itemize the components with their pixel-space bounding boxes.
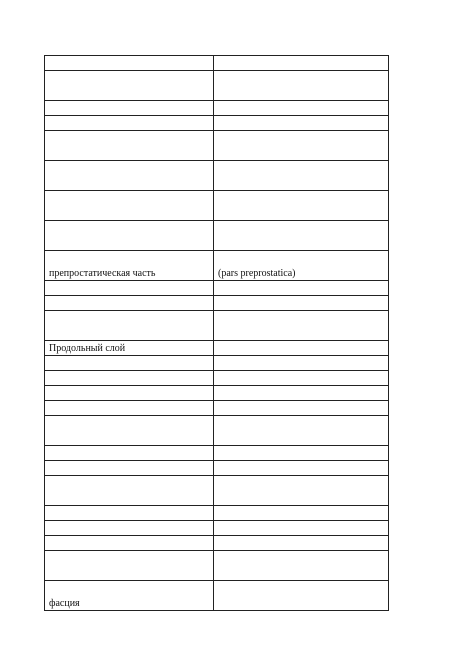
table-row	[45, 311, 389, 341]
table-row	[45, 281, 389, 296]
table-row	[45, 506, 389, 521]
cell-left	[45, 401, 214, 416]
cell-left	[45, 461, 214, 476]
table-row	[45, 221, 389, 251]
cell-left: препростатическая часть	[45, 251, 214, 281]
table-row	[45, 56, 389, 71]
table-row	[45, 551, 389, 581]
cell-right	[214, 116, 389, 131]
table-row	[45, 191, 389, 221]
cell-left	[45, 356, 214, 371]
cell-left	[45, 311, 214, 341]
cell-left	[45, 71, 214, 101]
cell-right	[214, 296, 389, 311]
cell-right	[214, 386, 389, 401]
cell-right	[214, 476, 389, 506]
table-row	[45, 476, 389, 506]
table-row	[45, 401, 389, 416]
table-row	[45, 416, 389, 446]
cell-left	[45, 221, 214, 251]
cell-right	[214, 581, 389, 611]
cell-right	[214, 506, 389, 521]
cell-left	[45, 56, 214, 71]
table-row	[45, 251, 389, 281]
table-row	[45, 461, 389, 476]
cell-right	[214, 71, 389, 101]
cell-right	[214, 551, 389, 581]
cell-left	[45, 536, 214, 551]
cell-left: фасция	[45, 581, 214, 611]
cell-right	[214, 356, 389, 371]
cell-right	[214, 221, 389, 251]
cell-right	[214, 311, 389, 341]
table-row	[45, 161, 389, 191]
cell-right	[214, 521, 389, 536]
table-row	[45, 446, 389, 461]
cell-left	[45, 506, 214, 521]
document-table	[44, 55, 389, 611]
cell-right: (pars preprostatica)	[214, 251, 389, 281]
cell-left	[45, 131, 214, 161]
cell-right	[214, 416, 389, 446]
table-row	[45, 116, 389, 131]
table-row	[45, 131, 389, 161]
table-row	[45, 71, 389, 101]
table-row	[45, 296, 389, 311]
cell-left	[45, 161, 214, 191]
cell-right	[214, 56, 389, 71]
cell-left	[45, 551, 214, 581]
cell-left	[45, 476, 214, 506]
cell-left: Продольный слой	[45, 341, 214, 356]
cell-right	[214, 461, 389, 476]
table-row	[45, 101, 389, 116]
cell-left	[45, 416, 214, 446]
table-row	[45, 536, 389, 551]
cell-left	[45, 446, 214, 461]
table-row	[45, 341, 389, 356]
cell-right	[214, 191, 389, 221]
cell-right	[214, 101, 389, 116]
cell-right	[214, 446, 389, 461]
table-row	[45, 371, 389, 386]
cell-left	[45, 191, 214, 221]
table-body	[45, 56, 389, 611]
table-row	[45, 581, 389, 611]
cell-right	[214, 281, 389, 296]
cell-right	[214, 161, 389, 191]
cell-right	[214, 131, 389, 161]
cell-left	[45, 116, 214, 131]
cell-right	[214, 401, 389, 416]
cell-left	[45, 386, 214, 401]
cell-left	[45, 296, 214, 311]
cell-right	[214, 371, 389, 386]
cell-right	[214, 536, 389, 551]
table-row	[45, 356, 389, 371]
cell-left	[45, 521, 214, 536]
cell-left	[45, 281, 214, 296]
cell-right	[214, 341, 389, 356]
table-row	[45, 521, 389, 536]
cell-left	[45, 101, 214, 116]
cell-left	[45, 371, 214, 386]
table-row	[45, 386, 389, 401]
